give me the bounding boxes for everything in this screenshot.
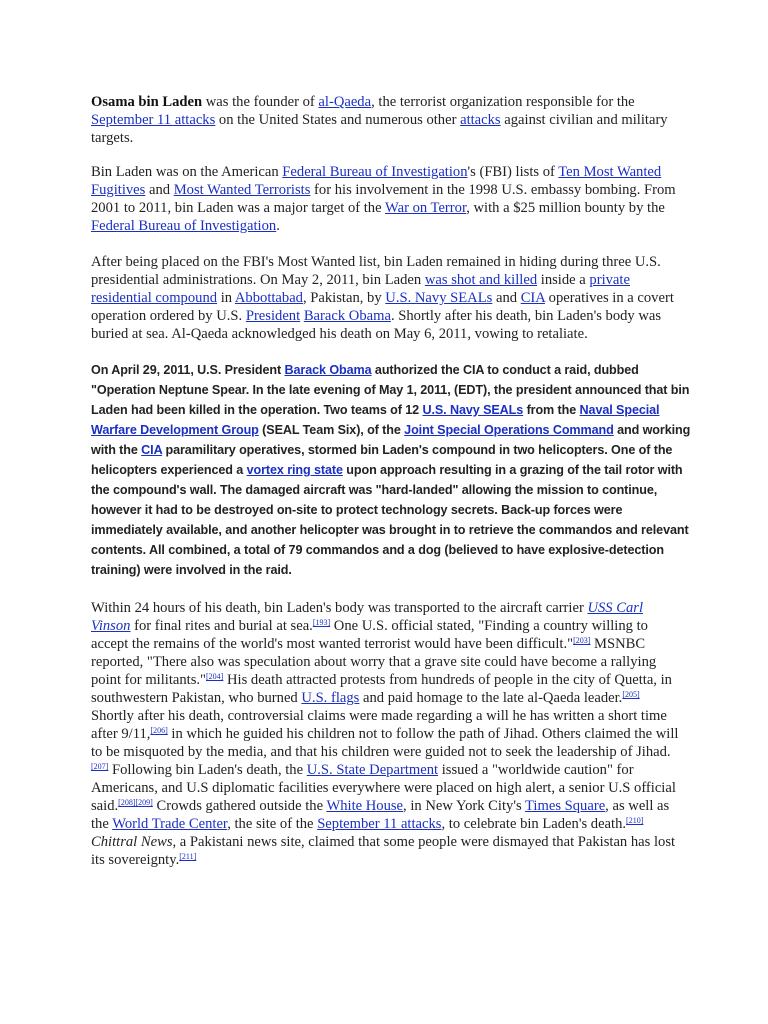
text-run: , in New York City's xyxy=(403,798,526,814)
fbi-paragraph xyxy=(91,163,681,235)
text-run: Shortly after his death, controversial claims were made regarding a will he has written a short time after 9/11, xyxy=(91,708,667,742)
citation-link[interactable]: [203] xyxy=(573,636,591,645)
article-link[interactable]: private residential compound xyxy=(91,272,630,306)
article-link[interactable]: September 11 attacks xyxy=(91,112,216,128)
article-link[interactable]: Barack Obama xyxy=(303,308,391,324)
citation-link[interactable]: [206] xyxy=(150,726,168,735)
text-run: issued a "worldwide caution" for Americans, and U.S diplomatic facilities everywhere were placed on high alert, a senior U.S official said. xyxy=(91,762,676,814)
text-run: inside a xyxy=(537,272,590,288)
text-run: . Shortly after his death, bin Laden's body was buried at sea. Al-Qaeda acknowledged his death on May 6, 2011, vowing to retaliate. xyxy=(91,308,662,342)
text-run: On April 29, 2011, U.S. President xyxy=(91,363,285,377)
article-link[interactable]: al-Qaeda xyxy=(318,94,372,110)
text-run: paramilitary operatives, stormed bin Laden's compound in two helicopters. One of the helicopters experienced a xyxy=(91,443,673,477)
text-run: One U.S. official stated, "Finding a country willing to accept the remains of the world's most wanted terrorist would have been difficult." xyxy=(91,618,648,652)
text-run: was the founder of xyxy=(202,94,319,110)
aftermath-paragraph xyxy=(91,599,681,869)
text-run: on the United States and numerous other xyxy=(215,112,461,128)
text-run: authorized the CIA to conduct a raid, dubbed "Operation Neptune Spear. In the late evening of May 1, 2011, (EDT), the president announced that bin Laden had been killed in the operation. Two teams of 12 xyxy=(91,363,690,417)
bold-term: Osama bin Laden xyxy=(91,94,203,110)
article-link[interactable]: U.S. flags xyxy=(301,690,360,706)
article-link[interactable]: vortex ring state xyxy=(246,463,343,477)
citation-link[interactable]: [208][209] xyxy=(118,798,153,807)
citation-link[interactable]: [193] xyxy=(312,618,331,627)
text-run: , as well as the xyxy=(91,798,670,832)
text-run: for final rites and burial at sea. xyxy=(130,618,313,634)
article-link[interactable]: USS Carl Vinson xyxy=(91,600,644,634)
text-run: His death attracted protests from hundreds of people in the city of Quetta, in southwestern Pakistan, who burned xyxy=(91,672,672,706)
article-link[interactable]: Federal Bureau of Investigation xyxy=(91,218,277,234)
raid-paragraph xyxy=(91,360,691,580)
article-link[interactable]: September 11 attacks xyxy=(317,816,442,832)
article-link[interactable]: Times Square xyxy=(525,798,606,814)
text-run: , the site of the xyxy=(227,816,318,832)
article-link[interactable]: Most Wanted Terrorists xyxy=(173,182,311,198)
article-link[interactable]: Abbottabad xyxy=(234,290,303,306)
article-link[interactable]: U.S. State Department xyxy=(306,762,439,778)
text-run: in which he guided his children not to follow the path of Jihad. Others claimed the will to be misquoted by the media, and that his children were guided not to seek the leadership of Jihad. xyxy=(91,726,679,760)
article-link[interactable]: Naval Special Warfare Development Group xyxy=(91,403,660,437)
text-run: . xyxy=(276,218,280,234)
article-link[interactable]: Barack Obama xyxy=(284,363,372,377)
text-run: After being placed on the FBI's Most Wanted list, bin Laden remained in hiding during three U.S. presidential administrations. On May 2, 2011, bin Laden xyxy=(91,254,661,288)
citation-link[interactable]: [211] xyxy=(179,852,197,861)
text-run: Following bin Laden's death, the xyxy=(108,762,307,778)
article-link[interactable]: attacks xyxy=(460,112,501,128)
text-run: Chittral News xyxy=(91,834,173,850)
article-link[interactable]: President xyxy=(245,308,301,324)
text-run: for his involvement in the 1998 U.S. embassy bombing. From 2001 to 2011, bin Laden was a major target of the xyxy=(91,182,676,216)
intro-paragraph xyxy=(91,93,681,147)
text-run: against civilian and military targets. xyxy=(91,112,668,146)
text-run: and working with the xyxy=(91,423,691,457)
text-run: MSNBC reported, "There also was speculation about worry that a grave site could have become a rallying point for militants." xyxy=(91,636,657,688)
citation-link[interactable]: [210] xyxy=(626,816,644,825)
text-run: (SEAL Team Six), of the xyxy=(258,423,405,437)
text-run: operatives in a covert operation ordered by U.S. xyxy=(91,290,674,324)
text-run: , Pakistan, by xyxy=(302,290,386,306)
citation-link[interactable]: [207] xyxy=(91,762,109,771)
article-link[interactable]: U.S. Navy SEALs xyxy=(385,290,493,306)
text-run: 's (FBI) lists of xyxy=(467,164,559,180)
text-run: , the terrorist organization responsible for the xyxy=(371,94,635,110)
death-paragraph xyxy=(91,253,681,343)
text-run: , with a $25 million bounty by the xyxy=(466,200,665,216)
article-link[interactable]: World Trade Center xyxy=(112,816,228,832)
text-run: , a Pakistani news site, claimed that some people were dismayed that Pakistan has lost its sovereignty. xyxy=(91,834,676,868)
text-run: Crowds gathered outside the xyxy=(152,798,327,814)
text-run: and xyxy=(492,290,521,306)
article-link[interactable]: Joint Special Operations Command xyxy=(404,423,614,437)
article-link[interactable]: CIA xyxy=(520,290,546,306)
text-run: from the xyxy=(523,403,580,417)
text-run: and paid homage to the late al-Qaeda leader. xyxy=(359,690,623,706)
text-run: Bin Laden was on the American xyxy=(91,164,283,180)
article-link[interactable]: U.S. Navy SEALs xyxy=(422,403,524,417)
article-link[interactable]: Ten Most Wanted Fugitives xyxy=(91,164,662,198)
text-run: , to celebrate bin Laden's death. xyxy=(441,816,627,832)
article-link[interactable]: War on Terror xyxy=(384,200,467,216)
citation-link[interactable]: [205] xyxy=(622,690,640,699)
article-link[interactable]: White House xyxy=(326,798,404,814)
article-link[interactable]: was shot and killed xyxy=(424,272,538,288)
article-link[interactable]: Federal Bureau of Investigation xyxy=(282,164,468,180)
text-run: Within 24 hours of his death, bin Laden's body was transported to the aircraft carrier xyxy=(91,600,588,616)
text-run: in xyxy=(217,290,235,306)
text-run: and xyxy=(145,182,174,198)
citation-link[interactable]: [204] xyxy=(206,672,224,681)
article-link[interactable]: CIA xyxy=(141,443,163,457)
text-run: upon approach resulting in a grazing of the tail rotor with the compound's wall. The damaged aircraft was "hard-landed" allowing the mission to continue, however it had to be destroyed on-site to protect technology secrets. Back-up forces were immediately available, and another helicopter was brought in to retrieve the commandos and relevant contents. All combined, a total of 79 commandos and a dog (believed to have explosive-detection training) were involved in the raid. xyxy=(91,463,689,577)
